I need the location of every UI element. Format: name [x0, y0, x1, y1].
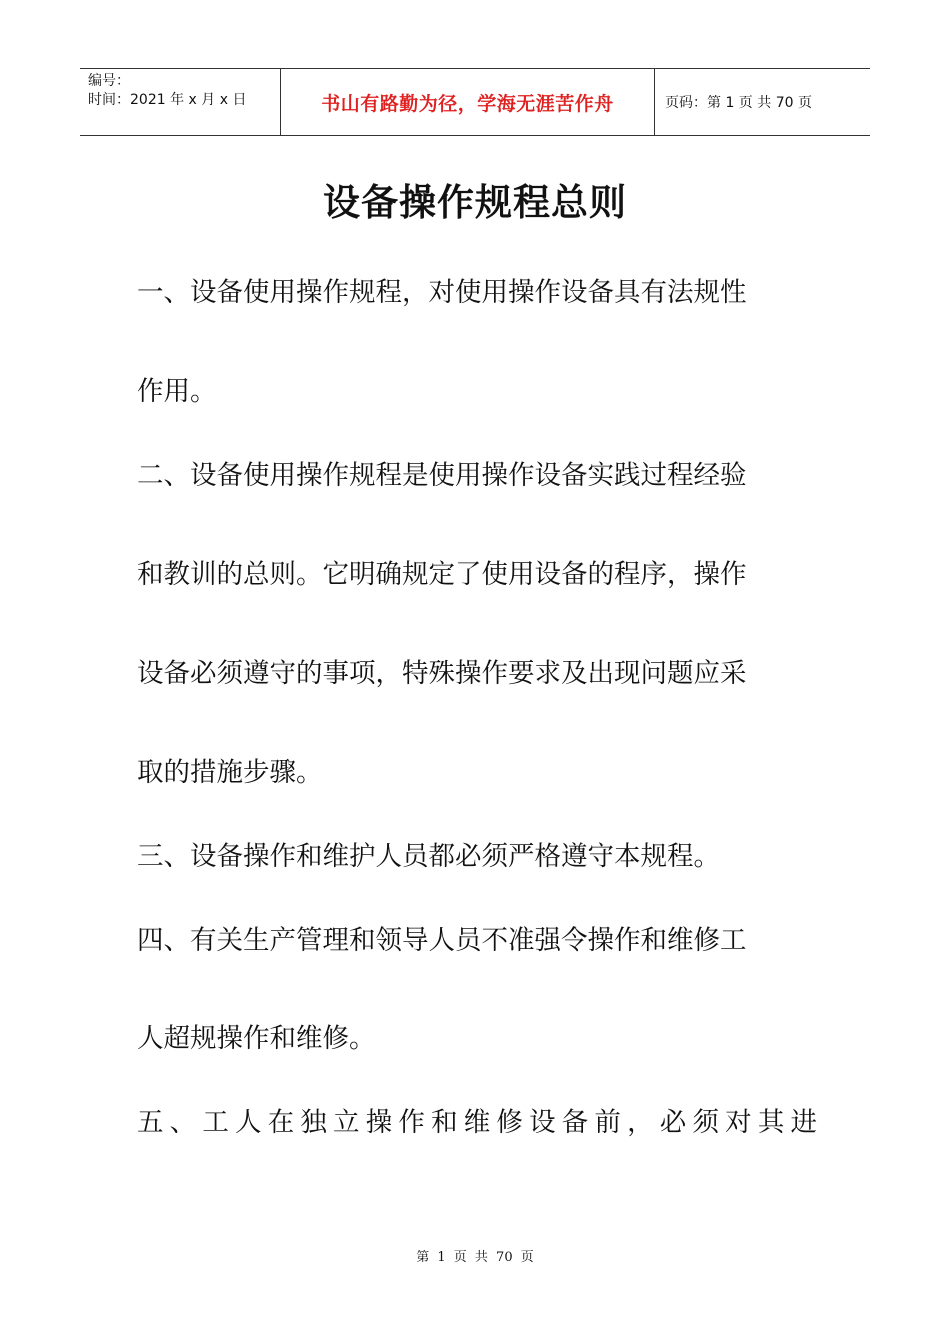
body-line: 四、有关生产管理和领导人员不准强令操作和维修工	[137, 925, 747, 956]
body-line: 五、工人在独立操作和维修设备前，必须对其进	[137, 1107, 817, 1138]
document-title: 设备操作规程总则	[323, 180, 627, 224]
motto-cell	[281, 69, 655, 135]
page-info-cell	[655, 69, 870, 135]
header-table	[80, 68, 870, 136]
body-line: 设备必须遵守的事项，特殊操作要求及出现问题应采	[137, 658, 747, 689]
date-label: 时间：2021 年 x 月 x 日	[88, 92, 247, 108]
motto-text: 书山有路勤为径，学海无涯苦作舟	[321, 92, 614, 115]
body-line: 三、设备操作和维护人员都必须严格遵守本规程。	[137, 841, 720, 872]
body-line: 一、设备使用操作规程，对使用操作设备具有法规性	[137, 277, 747, 308]
number-label: 编号：	[88, 73, 130, 89]
body-line: 和教训的总则。它明确规定了使用设备的程序，操作	[137, 559, 747, 590]
header-info-cell	[80, 69, 281, 135]
body-line: 作用。	[137, 376, 217, 407]
body-line: 二、设备使用操作规程是使用操作设备实践过程经验	[137, 460, 747, 491]
page-footer: 第 1 页 共 70 页	[416, 1250, 534, 1265]
page-info-text: 页码：第 1 页 共 70 页	[665, 95, 812, 111]
body-line: 取的措施步骤。	[137, 757, 323, 788]
body-line: 人超规操作和维修。	[137, 1023, 376, 1054]
